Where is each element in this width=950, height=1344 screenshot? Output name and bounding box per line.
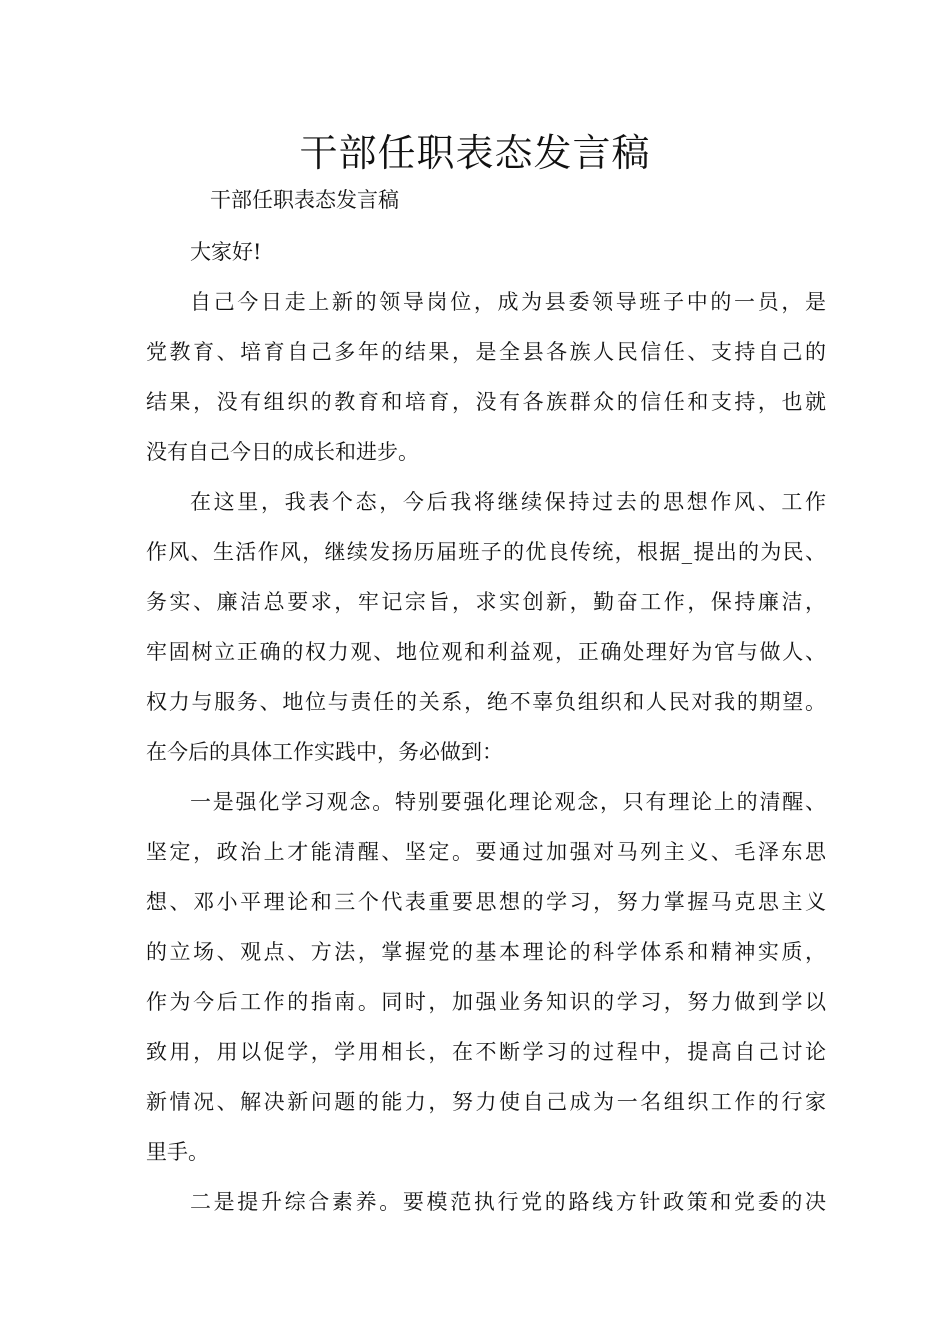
paragraph-line: 致用，用以促学，学用相长，在不断学习的过程中，提高自己讨论	[146, 1040, 826, 1064]
paragraph-line: 坚定，政治上才能清醒、坚定。要通过加强对马列主义、毛泽东思	[146, 840, 826, 864]
paragraph-line: 没有自己今日的成长和进步。	[146, 440, 419, 464]
paragraph-line: 想、邓小平理论和三个代表重要思想的学习，努力掌握马克思主义	[146, 890, 826, 914]
paragraph-line: 权力与服务、地位与责任的关系，绝不辜负组织和人民对我的期望。	[146, 690, 826, 714]
paragraph-line: 牢固树立正确的权力观、地位观和利益观，正确处理好为官与做人、	[146, 640, 826, 664]
paragraph-line: 务实、廉洁总要求，牢记宗旨，求实创新，勤奋工作，保持廉洁，	[146, 590, 826, 614]
paragraph-line: 新情况、解决新问题的能力，努力使自己成为一名组织工作的行家	[146, 1090, 826, 1114]
paragraph-line: 自己今日走上新的领导岗位，成为县委领导班子中的一员，是	[190, 290, 826, 314]
document-title: 干部任职表态发言稿	[299, 131, 651, 175]
paragraph-line: 作风、生活作风，继续发扬历届班子的优良传统，根据_提出的为民、	[146, 540, 826, 564]
paragraph-line: 里手。	[146, 1140, 209, 1164]
paragraph-line: 党教育、培育自己多年的结果，是全县各族人民信任、支持自己的	[146, 340, 826, 364]
document-subtitle: 干部任职表态发言稿	[210, 188, 399, 212]
paragraph-line: 的立场、观点、方法，掌握党的基本理论的科学体系和精神实质，	[146, 940, 826, 964]
paragraph-line: 二是提升综合素养。要模范执行党的路线方针政策和党委的决	[190, 1190, 826, 1214]
paragraph-line: 在今后的具体工作实践中，务必做到：	[146, 740, 503, 764]
paragraph-line: 在这里，我表个态，今后我将继续保持过去的思想作风、工作	[190, 490, 826, 514]
paragraph-line: 作为今后工作的指南。同时，加强业务知识的学习，努力做到学以	[146, 990, 826, 1014]
paragraph-line: 一是强化学习观念。特别要强化理论观念，只有理论上的清醒、	[190, 790, 826, 814]
paragraph-line: 结果，没有组织的教育和培育，没有各族群众的信任和支持，也就	[146, 390, 826, 414]
greeting: 大家好!	[190, 240, 262, 264]
